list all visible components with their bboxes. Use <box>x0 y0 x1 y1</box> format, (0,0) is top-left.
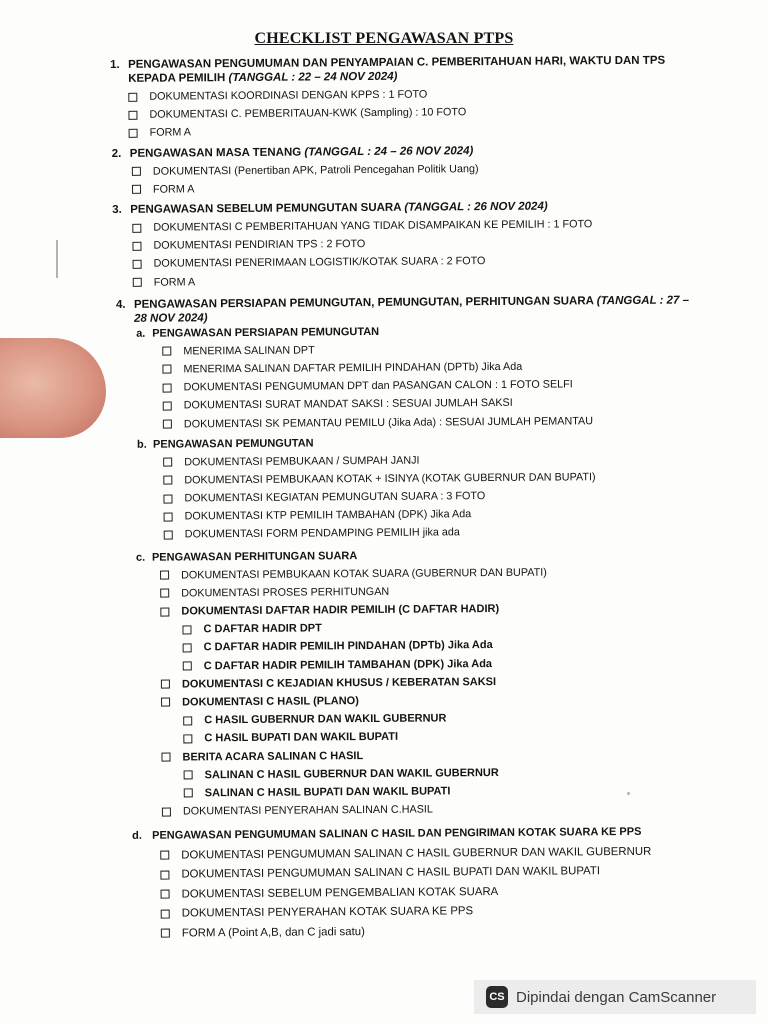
checkbox-icon[interactable] <box>163 383 172 392</box>
checklist-item[interactable] <box>161 919 768 943</box>
item-label: DOKUMENTASI PENGUMUMAN SALINAN C HASIL GUBERNUR DAN WAKIL GUBERNUR <box>181 845 652 862</box>
checkbox-icon[interactable] <box>132 167 141 176</box>
subsection-title: PENGAWASAN PERSIAPAN PEMUNGUTAN <box>152 325 380 340</box>
subsection-items <box>162 338 768 434</box>
section-title-text: PENGAWASAN PENGUMUMAN DAN PENYAMPAIAN C. PEMBERITAHUAN HARI, WAKTU DAN TPS KEPADA PEMILIH <box>128 54 666 85</box>
checkbox-icon[interactable] <box>161 698 170 707</box>
item-label: DOKUMENTASI DAFTAR HADIR PEMILIH (C DAFTAR HADIR) <box>181 602 500 618</box>
subsection-items <box>163 448 768 544</box>
checklist-item[interactable] <box>132 176 768 199</box>
subsection-c <box>136 545 768 821</box>
checklist-item[interactable] <box>133 268 768 291</box>
checkbox-icon[interactable] <box>161 890 170 899</box>
camscanner-text: Dipindai dengan CamScanner <box>516 988 717 1006</box>
checklist-item[interactable] <box>162 798 768 821</box>
item-label: C DAFTAR HADIR PEMILIH PINDAHAN (DPTb) Jika Ada <box>203 639 493 654</box>
section-number: 2. <box>111 147 122 160</box>
section-heading <box>116 293 768 326</box>
checklist-item[interactable] <box>129 119 768 142</box>
checkbox-icon[interactable] <box>182 625 191 634</box>
section-title <box>130 198 690 216</box>
item-label: DOKUMENTASI PENDIRIAN TPS : 2 FOTO <box>153 238 366 252</box>
item-label: FORM A <box>153 275 196 289</box>
item-label: DOKUMENTASI C HASIL (PLANO) <box>182 695 359 709</box>
subsection-letter: c. <box>135 551 146 564</box>
checkbox-icon[interactable] <box>183 734 192 743</box>
checkbox-icon[interactable] <box>183 643 192 652</box>
checkbox-icon[interactable] <box>164 530 173 539</box>
subsection-letter: d. <box>132 829 142 843</box>
checkbox-icon[interactable] <box>162 807 171 816</box>
camscanner-watermark <box>474 980 756 1014</box>
checkbox-icon[interactable] <box>163 401 172 410</box>
item-label: C DAFTAR HADIR PEMILIH TAMBAHAN (DPK) Jika Ada <box>203 657 493 672</box>
item-label: C DAFTAR HADIR DPT <box>203 622 322 636</box>
checkbox-icon[interactable] <box>163 458 172 467</box>
checkbox-icon[interactable] <box>129 129 138 138</box>
item-label: C HASIL GUBERNUR DAN WAKIL GUBERNUR <box>204 712 447 727</box>
checkbox-icon[interactable] <box>183 661 192 670</box>
item-label: DOKUMENTASI (Penertiban APK, Patroli Pencegahan Politik Uang) <box>152 162 479 178</box>
checkbox-icon[interactable] <box>163 476 172 485</box>
checkbox-icon[interactable] <box>161 680 170 689</box>
checkbox-icon[interactable] <box>161 753 170 762</box>
subsection-letter: b. <box>136 438 147 451</box>
checkbox-icon[interactable] <box>133 260 142 269</box>
section-title <box>128 53 688 85</box>
checkbox-icon[interactable] <box>184 789 193 798</box>
section-number: 3. <box>112 203 122 216</box>
subsection-items <box>160 841 768 943</box>
section-1 <box>110 53 768 143</box>
section-items <box>132 214 768 292</box>
section-heading <box>110 53 768 86</box>
subsection-a <box>136 322 768 434</box>
item-label: BERITA ACARA SALINAN C HASIL <box>182 749 364 763</box>
section-3 <box>112 198 768 292</box>
item-label: DOKUMENTASI KOORDINASI DENGAN KPPS : 1 FOTO <box>149 88 428 103</box>
checkbox-icon[interactable] <box>160 851 169 860</box>
checkbox-icon[interactable] <box>132 185 141 194</box>
section-2 <box>112 141 768 199</box>
checkbox-icon[interactable] <box>160 870 169 879</box>
subsection-items <box>160 561 768 820</box>
subsection-b <box>137 432 768 544</box>
section-date: (TANGGAL : 27 – 28 NOV 2024) <box>133 294 690 325</box>
checkbox-icon[interactable] <box>164 512 173 521</box>
checklist-item[interactable] <box>163 410 768 433</box>
item-label: DOKUMENTASI PENERIMAAN LOGISTIK/KOTAK SUARA : 2 FOTO <box>153 255 486 271</box>
section-title <box>130 142 690 160</box>
checkbox-icon[interactable] <box>128 111 137 120</box>
checkbox-icon[interactable] <box>183 716 192 725</box>
section-date: (TANGGAL : 24 – 26 NOV 2024) <box>304 144 474 159</box>
checkbox-icon[interactable] <box>160 607 169 616</box>
item-label: DOKUMENTASI SURAT MANDAT SAKSI : SESUAI JUMLAH SAKSI <box>183 397 513 412</box>
item-label: FORM A <box>149 126 192 140</box>
subsection-d <box>132 824 768 944</box>
item-label: DOKUMENTASI PENYERAHAN SALINAN C.HASIL <box>182 803 433 818</box>
item-label: DOKUMENTASI PEMBUKAAN / SUMPAH JANJI <box>184 454 420 469</box>
subsection-heading <box>132 824 768 843</box>
checkbox-icon[interactable] <box>161 909 170 918</box>
checkbox-icon[interactable] <box>128 92 137 101</box>
section-number: 4. <box>115 298 126 311</box>
item-label: FORM A <box>152 183 195 196</box>
document-title: CHECKLIST PENGAWASAN PTPS <box>254 30 514 47</box>
section-date: (TANGGAL : 22 – 24 NOV 2024) <box>228 70 398 85</box>
item-label: DOKUMENTASI PENYERAHAN KOTAK SUARA KE PPS <box>181 905 474 920</box>
checkbox-icon[interactable] <box>132 241 141 250</box>
item-label: C HASIL BUPATI DAN WAKIL BUPATI <box>204 731 399 745</box>
section-4 <box>116 293 768 944</box>
checkbox-icon[interactable] <box>184 771 193 780</box>
item-label: DOKUMENTASI SK PEMANTAU PEMILU (Jika Ada) : SESUAI JUMLAH PEMANTAU <box>183 414 594 430</box>
item-label: DOKUMENTASI C KEJADIAN KHUSUS / KEBERATAN SAKSI <box>181 675 497 691</box>
item-label: SALINAN C HASIL BUPATI DAN WAKIL BUPATI <box>204 785 451 800</box>
item-label: FORM A (Point A,B, dan C jadi satu) <box>181 925 365 940</box>
checkbox-icon[interactable] <box>163 494 172 503</box>
checkbox-icon[interactable] <box>160 571 169 580</box>
section-title-text: PENGAWASAN SEBELUM PEMUNGUTAN SUARA <box>130 201 402 216</box>
section-title <box>134 293 694 325</box>
checklist-item[interactable] <box>164 521 768 544</box>
checkbox-icon[interactable] <box>161 929 170 938</box>
checklist-content <box>0 53 768 945</box>
subsection-letter: a. <box>136 327 146 340</box>
item-label: DOKUMENTASI PROSES PERHITUNGAN <box>181 585 390 600</box>
item-label: DOKUMENTASI PEMBUKAAN KOTAK SUARA (GUBERNUR DAN BUPATI) <box>181 566 547 582</box>
item-label: DOKUMENTASI C. PEMBERITAUAN-KWK (Sampling) : 10 FOTO <box>149 106 467 121</box>
subsection-title: PENGAWASAN PERHITUNGAN SUARA <box>151 549 358 564</box>
checkbox-icon[interactable] <box>163 420 172 429</box>
checkbox-icon[interactable] <box>162 365 171 374</box>
checkbox-icon[interactable] <box>133 278 142 287</box>
camscanner-logo-icon: CS <box>486 986 508 1008</box>
subsection-title: PENGAWASAN PEMUNGUTAN <box>152 437 314 451</box>
subsection-title: PENGAWASAN PENGUMUMAN SALINAN C HASIL DAN PENGIRIMAN KOTAK SUARA KE PPS <box>152 826 642 842</box>
item-label: DOKUMENTASI FORM PENDAMPING PEMILIH jika ada <box>184 526 460 541</box>
item-label: SALINAN C HASIL GUBERNUR DAN WAKIL GUBERNUR <box>204 766 499 781</box>
section-title-text: PENGAWASAN PERSIAPAN PEMUNGUTAN, PEMUNGUTAN, PERHITUNGAN SUARA <box>133 294 594 311</box>
section-number: 1. <box>110 58 120 71</box>
item-label: MENERIMA SALINAN DPT <box>183 344 315 358</box>
section-date: (TANGGAL : 26 NOV 2024) <box>404 200 548 214</box>
item-label: DOKUMENTASI SEBELUM PENGEMBALIAN KOTAK SUARA <box>181 885 499 901</box>
item-label: MENERIMA SALINAN DAFTAR PEMILIH PINDAHAN (DPTb) Jika Ada <box>183 360 523 376</box>
item-label: DOKUMENTASI KEGIATAN PEMUNGUTAN SUARA : 3 FOTO <box>184 490 486 505</box>
item-label: DOKUMENTASI C PEMBERITAHUAN YANG TIDAK DISAMPAIKAN KE PEMILIH : 1 FOTO <box>153 218 593 234</box>
checkbox-icon[interactable] <box>132 223 141 232</box>
section-items <box>132 157 768 198</box>
item-label: DOKUMENTASI PENGUMUMAN DPT dan PASANGAN CALON : 1 FOTO SELFI <box>183 378 573 394</box>
checkbox-icon[interactable] <box>162 347 171 356</box>
item-label: DOKUMENTASI PENGUMUMAN SALINAN C HASIL BUPATI DAN WAKIL BUPATI <box>181 865 601 881</box>
section-title-text: PENGAWASAN MASA TENANG <box>129 146 302 160</box>
item-label: DOKUMENTASI KTP PEMILIH TAMBAHAN (DPK) Jika Ada <box>184 508 472 523</box>
checkbox-icon[interactable] <box>160 589 169 598</box>
item-label: DOKUMENTASI PEMBUKAAN KOTAK + ISINYA (KOTAK GUBERNUR DAN BUPATI) <box>184 471 596 487</box>
section-items <box>128 83 768 143</box>
